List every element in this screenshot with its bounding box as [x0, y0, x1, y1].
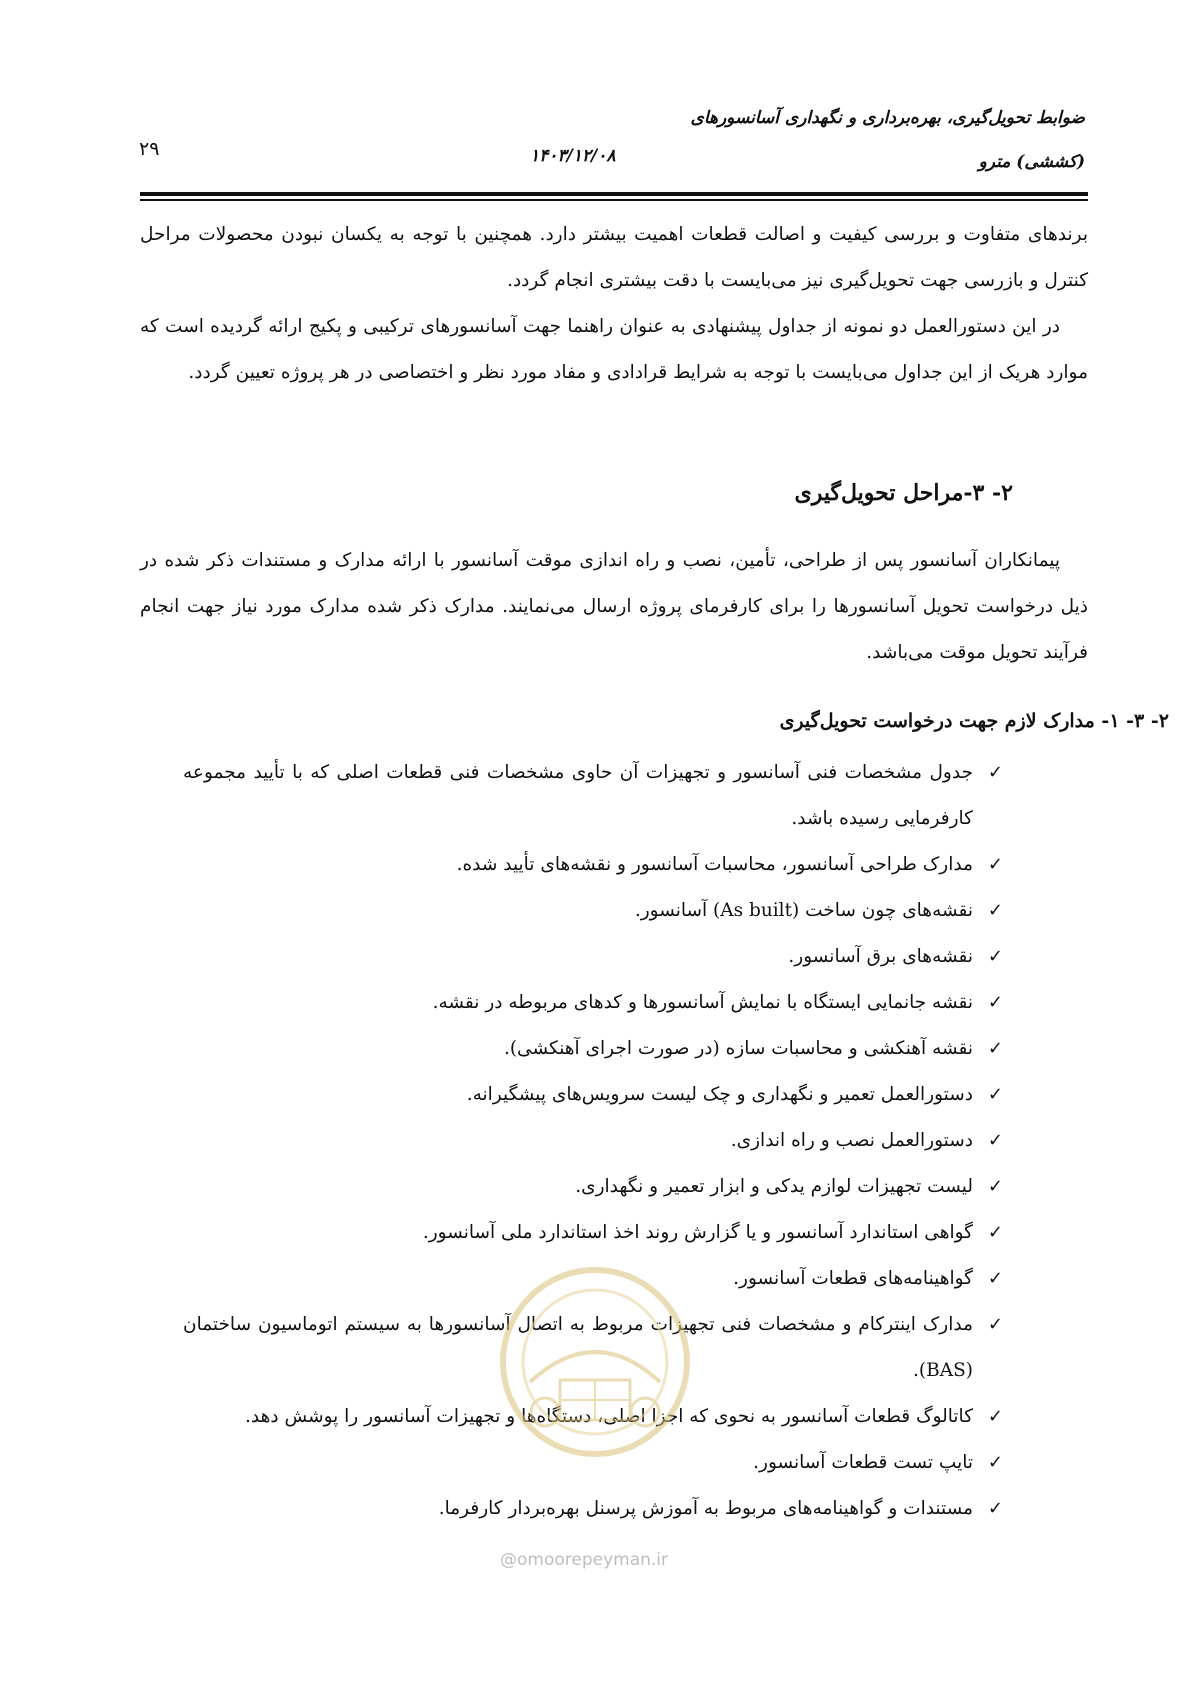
- list-item: [183, 980, 1003, 1026]
- check-icon: ✓: [987, 1452, 1003, 1473]
- list-item-text: نقشه آهنکشی و محاسبات سازه (در صورت اجرای آهنکشی).: [503, 1038, 973, 1059]
- check-icon: ✓: [987, 762, 1003, 783]
- subsection-heading: ۲- ۳- ۱- مدارک لازم جهت درخواست تحویل‌گیری: [779, 710, 1169, 732]
- check-icon: ✓: [987, 900, 1003, 921]
- check-icon: ✓: [987, 1268, 1003, 1289]
- list-item: [183, 888, 1003, 934]
- header-title-line2: (کششی) مترو: [978, 152, 1085, 172]
- watermark-site: @omoorepeyman.ir: [500, 1550, 669, 1570]
- list-item: [183, 750, 1003, 842]
- header-rule-thick: [140, 192, 1088, 196]
- header-date: ۱۴۰۳/۱۲/۰۸: [530, 146, 616, 166]
- list-item: [183, 842, 1003, 888]
- watermark-logo-icon: [490, 1262, 700, 1462]
- intro-paragraph-2: در این دستورالعمل دو نمونه از جداول پیشنهادی به عنوان راهنما جهت آسانسورهای ترکیبی و پکیج ارائه گردیده است که موارد هریک از این جداول می‌بایست با توجه به شرایط قرادادی و مفاد مورد نظر و اختصاصی در هر پروژه تعیین گردد.: [140, 316, 1088, 383]
- intro-text: [140, 212, 1088, 396]
- list-item-text: دستورالعمل نصب و راه اندازی.: [730, 1130, 973, 1151]
- list-item-text: گواهینامه‌های قطعات آسانسور.: [733, 1268, 973, 1289]
- list-item: [183, 1072, 1003, 1118]
- section-paragraph: پیمانکاران آسانسور پس از طراحی، تأمین، نصب و راه اندازی موقت آسانسور با ارائه مدارک و مستندات ذکر شده در ذیل درخواست تحویل آسانسورها را برای کارفرمای پروژه ارسال می‌نمایند. مدارک ذکر شده مدارک مورد نیاز جهت انجام فرآیند تحویل موقت می‌باشد.: [140, 550, 1088, 663]
- list-item: [183, 1026, 1003, 1072]
- list-item-text: نقشه‌های چون ساخت (As built) آسانسور.: [634, 900, 973, 921]
- list-item: [183, 1486, 1003, 1532]
- list-item: [183, 1210, 1003, 1256]
- list-item-text: دستورالعمل تعمیر و نگهداری و چک لیست سرویس‌های پیشگیرانه.: [466, 1084, 973, 1105]
- check-icon: ✓: [987, 1084, 1003, 1105]
- check-icon: ✓: [987, 946, 1003, 967]
- list-item-text: تایپ تست قطعات آسانسور.: [753, 1452, 973, 1473]
- check-icon: ✓: [987, 1314, 1003, 1335]
- list-item-text: لیست تجهیزات لوازم یدکی و ابزار تعمیر و نگهداری.: [575, 1176, 973, 1197]
- check-icon: ✓: [987, 1130, 1003, 1151]
- list-item-text: گواهی استاندارد آسانسور و یا گزارش روند اخذ استاندارد ملی آسانسور.: [422, 1222, 973, 1243]
- list-item: [183, 1118, 1003, 1164]
- list-item-text: جدول مشخصات فنی آسانسور و تجهیزات آن حاوی مشخصات فنی قطعات اصلی که با تأیید مجموعه کارفرمایی رسیده باشد.: [183, 762, 973, 829]
- intro-paragraph-1: برندهای متفاوت و بررسی کیفیت و اصالت قطعات اهمیت بیشتر دارد. همچنین با توجه به یکسان نبودن محصولات مراحل کنترل و بازرسی جهت تحویل‌گیری نیز می‌بایست با دقت بیشتری انجام گردد.: [140, 224, 1088, 291]
- check-icon: ✓: [987, 992, 1003, 1013]
- list-item-text: مدارک طراحی آسانسور، محاسبات آسانسور و نقشه‌های تأیید شده.: [456, 854, 973, 875]
- page-number: ۲۹: [139, 138, 160, 160]
- check-icon: ✓: [987, 1038, 1003, 1059]
- check-icon: ✓: [987, 854, 1003, 875]
- check-icon: ✓: [987, 1498, 1003, 1519]
- list-item: [183, 934, 1003, 980]
- header-title-line1: ضوابط تحویل‌گیری، بهره‌برداری و نگهداری آسانسورهای: [690, 108, 1085, 128]
- list-item-text: مدارک اینترکام و مشخصات فنی تجهیزات مربوط به اتصال آسانسورها به سیستم اتوماسیون ساختمان (BAS).: [183, 1314, 973, 1381]
- check-icon: ✓: [987, 1176, 1003, 1197]
- section-heading: ۲- ۳-مراحل تحویل‌گیری: [794, 480, 1013, 506]
- list-item-text: مستندات و گواهینامه‌های مربوط به آموزش پرسنل بهره‌بردار کارفرما.: [438, 1498, 973, 1519]
- list-item-text: کاتالوگ قطعات آسانسور به نحوی که اجزا اصلی، دستگاه‌ها و تجهیزات آسانسور را پوشش دهد.: [245, 1406, 973, 1427]
- list-item: [183, 1164, 1003, 1210]
- check-icon: ✓: [987, 1222, 1003, 1243]
- check-icon: ✓: [987, 1406, 1003, 1427]
- list-item-text: نقشه‌های برق آسانسور.: [788, 946, 973, 967]
- header-rule-thin: [140, 199, 1088, 201]
- section-text: [140, 538, 1088, 676]
- list-item-text: نقشه جانمایی ایستگاه با نمایش آسانسورها و کدهای مربوطه در نقشه.: [432, 992, 973, 1013]
